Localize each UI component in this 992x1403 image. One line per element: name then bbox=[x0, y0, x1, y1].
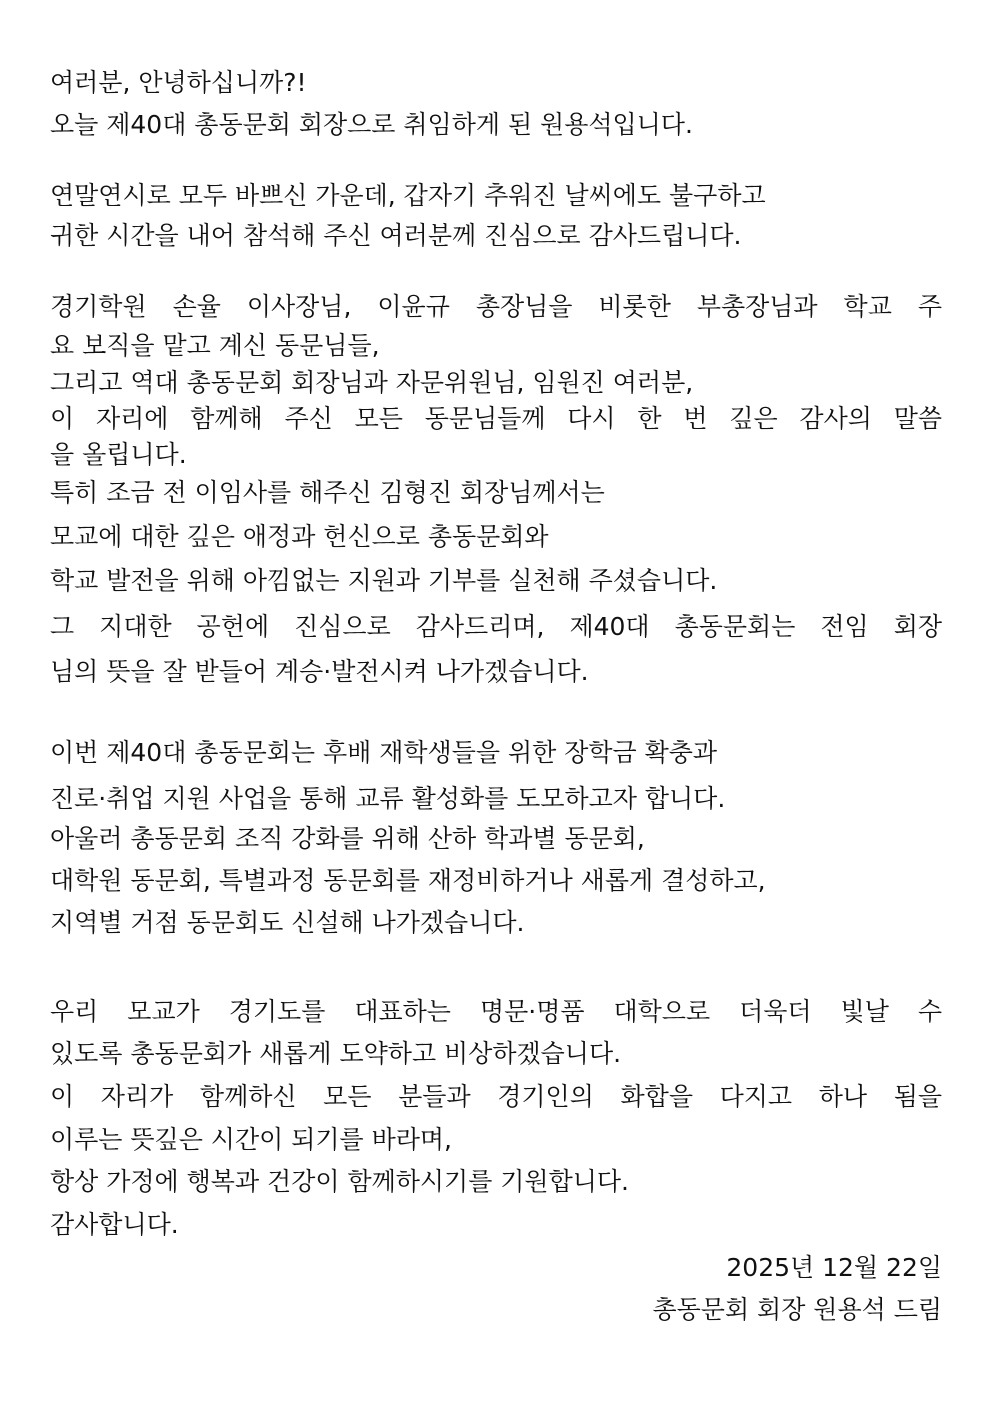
paragraph2-line-2: 요 보직을 맡고 계신 동문님들, bbox=[50, 331, 380, 360]
letter-date: 2025년 12월 22일 bbox=[726, 1253, 942, 1282]
paragraph2-line-8: 학교 발전을 위해 아낌없는 지원과 기부를 실천해 주셨습니다. bbox=[50, 566, 718, 595]
paragraph3-line-2: 진로·취업 지원 사업을 통해 교류 활성화를 도모하고자 합니다. bbox=[50, 784, 726, 813]
paragraph4-line-1: 우리 모교가 경기도를 대표하는 명문·명품 대학으로 더욱더 빛날 수 bbox=[50, 997, 942, 1026]
paragraph4-line-2: 있도록 총동문회가 새롭게 도약하고 비상하겠습니다. bbox=[50, 1039, 622, 1068]
greeting-line-2: 오늘 제40대 총동문회 회장으로 취임하게 된 원용석입니다. bbox=[50, 110, 693, 139]
greeting-line-1: 여러분, 안녕하십니까?! bbox=[50, 68, 307, 97]
paragraph3-line-1: 이번 제40대 총동문회는 후배 재학생들을 위한 장학금 확충과 bbox=[50, 738, 718, 767]
paragraph4-line-6: 감사합니다. bbox=[50, 1210, 179, 1239]
paragraph2-line-6: 특히 조금 전 이임사를 해주신 김형진 회장님께서는 bbox=[50, 478, 605, 507]
paragraph3-line-3: 아울러 총동문회 조직 강화를 위해 산하 학과별 동문회, bbox=[50, 824, 645, 853]
paragraph2-line-4: 이 자리에 함께해 주신 모든 동문님들께 다시 한 번 깊은 감사의 말씀 bbox=[50, 404, 942, 433]
paragraph2-line-7: 모교에 대한 깊은 애정과 헌신으로 총동문회와 bbox=[50, 522, 549, 551]
paragraph4-line-5: 항상 가정에 행복과 건강이 함께하시기를 기원합니다. bbox=[50, 1167, 629, 1196]
letter-signature: 총동문회 회장 원용석 드림 bbox=[652, 1295, 942, 1324]
paragraph2-line-10: 님의 뜻을 잘 받들어 계승·발전시켜 나가겠습니다. bbox=[50, 657, 589, 686]
paragraph4-line-4: 이루는 뜻깊은 시간이 되기를 바라며, bbox=[50, 1125, 452, 1154]
paragraph3-line-5: 지역별 거점 동문회도 신설해 나가겠습니다. bbox=[50, 908, 525, 937]
paragraph3-line-4: 대학원 동문회, 특별과정 동문회를 재정비하거나 새롭게 결성하고, bbox=[50, 866, 766, 895]
paragraph1-line-2: 귀한 시간을 내어 참석해 주신 여러분께 진심으로 감사드립니다. bbox=[50, 221, 742, 250]
paragraph1-line-1: 연말연시로 모두 바쁘신 가운데, 갑자기 추워진 날씨에도 불구하고 bbox=[50, 181, 766, 210]
paragraph4-line-3: 이 자리가 함께하신 모든 분들과 경기인의 화합을 다지고 하나 됨을 bbox=[50, 1082, 942, 1111]
paragraph2-line-5: 을 올립니다. bbox=[50, 440, 187, 469]
paragraph2-line-1: 경기학원 손율 이사장님, 이윤규 총장님을 비롯한 부총장님과 학교 주 bbox=[50, 292, 942, 321]
paragraph2-line-3: 그리고 역대 총동문회 회장님과 자문위원님, 임원진 여러분, bbox=[50, 368, 694, 397]
paragraph2-line-9: 그 지대한 공헌에 진심으로 감사드리며, 제40대 총동문회는 전임 회장 bbox=[50, 612, 942, 641]
